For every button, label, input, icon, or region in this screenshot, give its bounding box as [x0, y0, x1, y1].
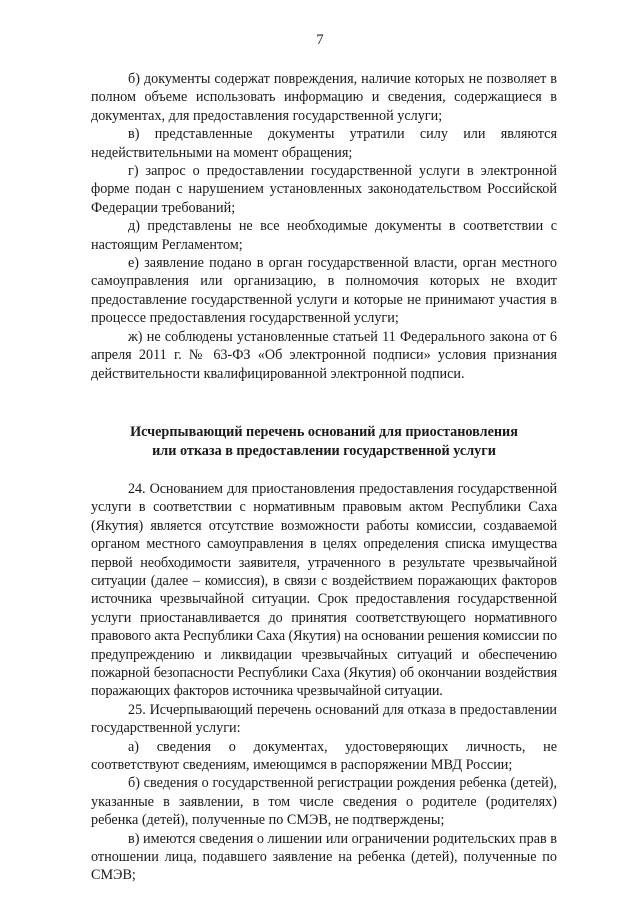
- list-item-d: д) представлены не все необходимые документы в соответствии с настоящим Регламентом;: [91, 218, 557, 253]
- section-heading-line-2: или отказа в предоставлении государственной услуги: [152, 442, 496, 459]
- list-item-e: е) заявление подано в орган государственной власти, орган местного самоуправления или организацию, в полномочия которых не входит предоставление государственной услуги и которые не принимают участия в процессе предоставления государственной услуги;: [91, 255, 557, 327]
- document-body: [91, 70, 557, 885]
- list-item-b: б) документы содержат повреждения, наличие которых не позволяет в полном объеме использовать информацию и сведения, содержащиеся в документах, для предоставления государственной услуги;: [91, 71, 557, 124]
- list-item-zh: ж) не соблюдены установленные статьей 11 Федерального закона от 6 апреля 2011 г. № 63-ФЗ «Об электронной подписи» условия признания действительности квалифицированной электронной подписи.: [91, 328, 557, 382]
- list-item-v: в) представленные документы утратили силу или являются недействительными на момент обращения;: [91, 126, 557, 161]
- page-number: 7: [316, 32, 324, 48]
- clause-25-item-v: в) имеются сведения о лишении или ограничении родительских прав в отношении лица, подавшего заявление на ребенка (детей), полученные по СМЭВ;: [91, 830, 557, 884]
- clause-25-intro: 25. Исчерпывающий перечень оснований для отказа в предоставлении государственной услуги:: [91, 701, 557, 737]
- section-heading: [91, 423, 557, 461]
- section-heading-line-1: Исчерпывающий перечень оснований для приостановления: [130, 423, 518, 440]
- clause-25-item-b: б) сведения о государственной регистрации рождения ребенка (детей), указанные в заявлении, в том числе сведения о родителе (родителях) ребенка (детей), полученные по СМЭВ, не подтверждены;: [91, 775, 557, 829]
- clause-24: 24. Основанием для приостановления предоставления государственной услуги в соответствии с нормативным правовым актом Республики Саха (Якутия) является отсутствие возможности работы комиссии, создаваемой органом местного самоуправления в целях определения списка имущества первой необходимости заявителя, утраченного в результате чрезвычайной ситуации (далее – комиссия), в связи с воздействием поражающих факторов источника чрезвычайной ситуации. Срок предоставления государственной услуги приостанавливается до принятия соответствующего нормативного правового акта Республики Саха (Якутия) на основании решения комиссии по предупреждению и ликвидации чрезвычайных ситуаций и обеспечению пожарной безопасности Республики Саха (Якутия) об окончании воздействия поражающих факторов источника чрезвычайной ситуации.: [91, 480, 557, 700]
- clause-25-item-a: а) сведения о документах, удостоверяющих личность, не соответствуют сведениям, имеющимся в распоряжении МВД России;: [91, 738, 557, 773]
- list-item-g: г) запрос о предоставлении государственной услуги в электронной форме подан с нарушением установленных законодательством Российской Федерации требований;: [91, 163, 557, 216]
